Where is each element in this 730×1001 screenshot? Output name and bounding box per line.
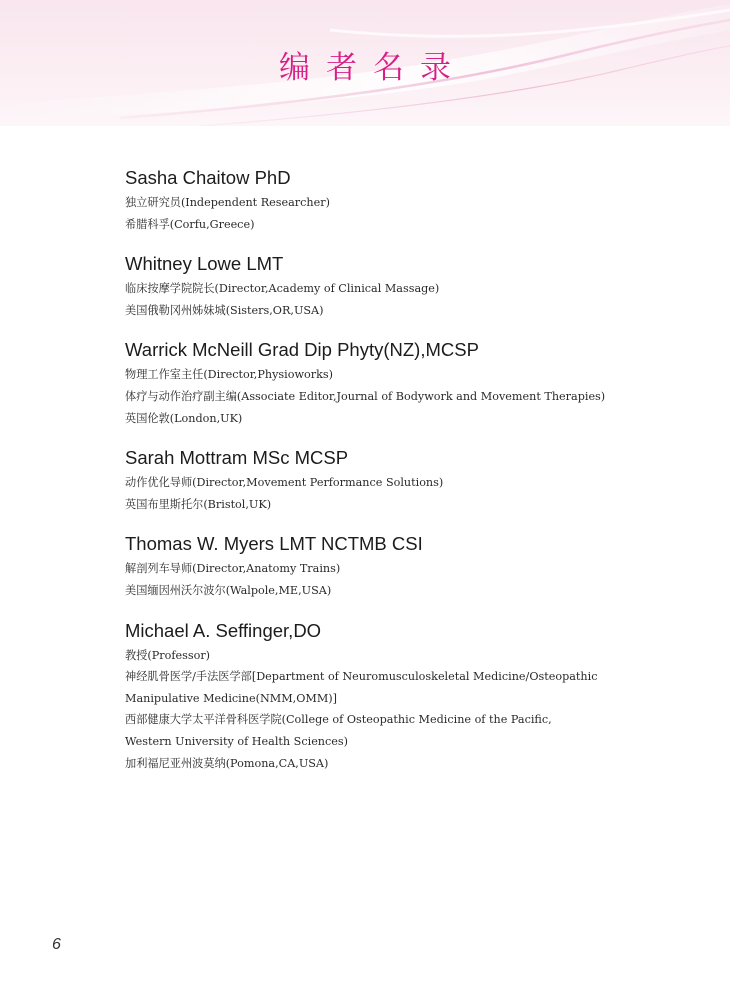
contributor-list — [125, 164, 685, 789]
contributor-affiliation: 教授(Professor) — [125, 648, 211, 662]
page-number: 6 — [52, 936, 61, 953]
header-banner — [0, 0, 730, 126]
contributor-entry — [125, 250, 685, 321]
contributor-affiliation: Manipulative Medicine(NMM,OMM)] — [125, 691, 338, 705]
page-title: 编者名录 — [279, 50, 467, 86]
contributor-affiliation: 神经肌骨医学/手法医学部[Department of Neuromusculoskeletal Medicine/Osteopathic — [125, 670, 598, 684]
contributor-name: Thomas W. Myers LMT NCTMB CSI — [125, 533, 423, 555]
contributor-affiliation: 解剖列车导师(Director,Anatomy Trains) — [125, 562, 341, 576]
contributor-location: 英国伦敦(London,UK) — [125, 411, 243, 425]
contributor-entry — [125, 617, 685, 775]
contributor-location: 希腊科孚(Corfu,Greece) — [125, 217, 255, 231]
contributor-affiliation: 临床按摩学院院长(Director,Academy of Clinical Massage) — [125, 282, 440, 296]
contributor-affiliation: 西部健康大学太平洋骨科医学院(College of Osteopathic Medicine of the Pacific, — [125, 713, 552, 727]
contributor-location: 美国缅因州沃尔波尔(Walpole,ME,USA) — [125, 583, 332, 597]
contributor-name: Warrick McNeill Grad Dip Phyty(NZ),MCSP — [125, 339, 479, 361]
contributor-entry — [125, 336, 685, 429]
contributor-affiliation: 独立研究员(Independent Researcher) — [125, 196, 330, 209]
contributor-entry — [125, 444, 685, 515]
contributor-affiliation: 动作优化导师(Director,Movement Performance Solutions) — [125, 476, 444, 490]
contributor-affiliation: 体疗与动作治疗副主编(Associate Editor,Journal of Bodywork and Movement Therapies) — [125, 389, 606, 403]
contributor-location: 英国布里斯托尔(Bristol,UK) — [125, 497, 272, 511]
contributor-location: 美国俄勒冈州姊妹城(Sisters,OR,USA) — [125, 303, 324, 317]
contributor-entry — [125, 164, 685, 235]
contributor-name: Whitney Lowe LMT — [125, 253, 284, 275]
contributor-affiliation: 物理工作室主任(Director,Physioworks) — [125, 368, 334, 382]
contributor-affiliation: Western University of Health Sciences) — [125, 734, 349, 748]
contributor-name: Sarah Mottram MSc MCSP — [125, 447, 349, 469]
contributor-entry — [125, 530, 685, 601]
contributor-name: Sasha Chaitow PhD — [125, 167, 291, 188]
contributor-location: 加利福尼亚州波莫纳(Pomona,CA,USA) — [125, 756, 329, 770]
contributor-name: Michael A. Seffinger,DO — [125, 619, 322, 641]
